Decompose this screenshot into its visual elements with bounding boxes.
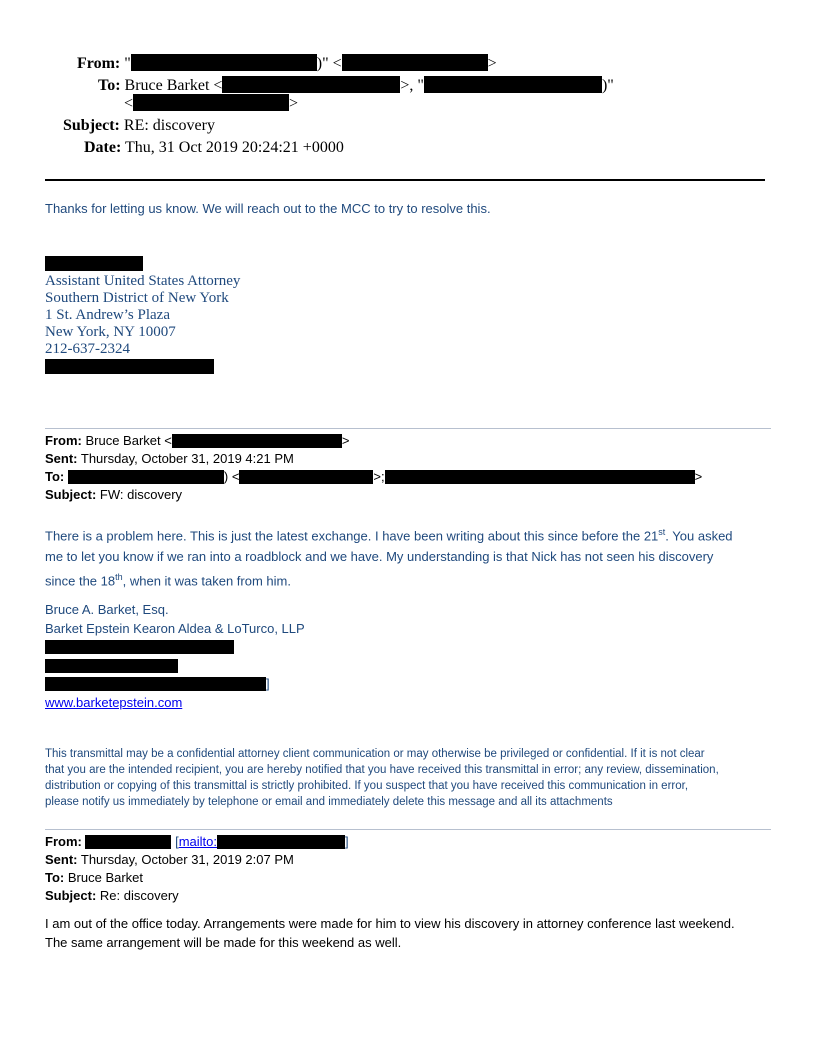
- redacted-block: [239, 470, 373, 484]
- forward1-subject: Subject: FW: discovery: [45, 487, 183, 502]
- subject-label: Subject:: [63, 117, 120, 134]
- sig-city: New York, NY 10007: [45, 324, 176, 340]
- redacted-block: [222, 76, 400, 93]
- reply-body: Thanks for letting us know. We will reach out to the MCC to try to resolve this.: [45, 201, 491, 216]
- website-link[interactable]: www.barketepstein.com: [45, 694, 183, 710]
- forward2-body: I am out of the office today. Arrangements were made for him to view his discovery in attorney conference last weekend. The same arrangement will be made for this weekend as well.: [45, 916, 735, 950]
- forward1-to: To: ) < >; >: [45, 469, 703, 484]
- redacted-email: [45, 359, 214, 374]
- redacted-name: [45, 256, 143, 271]
- message-divider: [45, 829, 771, 830]
- date-value: Thu, 31 Oct 2019 20:24:21 +0000: [125, 139, 344, 156]
- redacted-block: [385, 470, 695, 484]
- redacted-block: [217, 835, 345, 849]
- sig-name: Bruce A. Barket, Esq.: [45, 602, 169, 617]
- subject-value: RE: discovery: [123, 117, 215, 134]
- redacted-block: [45, 640, 234, 654]
- redacted-block: [133, 94, 289, 111]
- sig-title: Assistant United States Attorney: [45, 273, 241, 289]
- from-row: From: " )" < >: [77, 55, 497, 72]
- to-row: To: Bruce Barket < >, " )": [98, 77, 614, 94]
- sig-firm: Barket Epstein Kearon Aldea & LoTurco, LLP: [45, 620, 305, 636]
- redacted-block: [45, 659, 178, 673]
- to-label: To:: [98, 77, 121, 94]
- forward1-from: From: Bruce Barket < >: [45, 433, 350, 448]
- forward1-header: [45, 432, 702, 504]
- forward1-body: There is a problem here. This is just the latest exchange. I have been writing about this since before the 21st. You asked me to let you know if we ran into a roadblock and we have. My understanding is that Nick has not seen his discovery since the 18th, when it was taken from him.: [45, 527, 733, 589]
- date-label: Date:: [84, 139, 122, 156]
- redacted-block: [342, 54, 488, 71]
- redacted-block: [131, 54, 317, 71]
- forward2-header: [45, 833, 349, 905]
- subject-row: [63, 116, 215, 136]
- mailto-link[interactable]: mailto:: [178, 834, 218, 849]
- forward2-subject: Subject: Re: discovery: [45, 888, 179, 903]
- confidentiality-disclaimer: This transmittal may be a confidential attorney client communication or may otherwise be privileged or confidential. If it is not clear that you are the intended recipient, you are hereby notified that you have received this transmittal in error; any review, dissemination, distribution or copying of this transmittal is strictly prohibited. If you suspect that you have received this communication in error, please notify us immediately by telephone or email and immediately delete this message and all its attachments: [45, 748, 719, 808]
- forward1-signature: Bruce A. Barket, Esq. Barket Epstein Kearon Aldea & LoTurco, LLP ] www.barketepstein.com: [45, 602, 305, 710]
- forward1-sent: Sent: Thursday, October 31, 2019 4:21 PM: [45, 451, 294, 466]
- message-divider: [45, 428, 771, 429]
- redacted-block: [45, 677, 266, 691]
- forward2-sent: Sent: Thursday, October 31, 2019 2:07 PM: [45, 852, 294, 867]
- redacted-block: [172, 434, 342, 448]
- date-row: [84, 138, 344, 158]
- redacted-block: [68, 470, 224, 484]
- forward2-from: From: [mailto: ]: [45, 834, 349, 849]
- redacted-block: [424, 76, 602, 93]
- reply-signature: [45, 255, 240, 376]
- sig-office: Southern District of New York: [45, 290, 229, 306]
- redacted-block: [85, 835, 171, 849]
- forward2-to: To: Bruce Barket: [45, 870, 144, 885]
- to-row-continued: < >: [124, 95, 299, 112]
- sig-phone: 212-637-2324: [45, 341, 130, 357]
- sig-address: 1 St. Andrew’s Plaza: [45, 307, 170, 323]
- from-label: From:: [77, 55, 121, 72]
- header-divider: [45, 179, 765, 181]
